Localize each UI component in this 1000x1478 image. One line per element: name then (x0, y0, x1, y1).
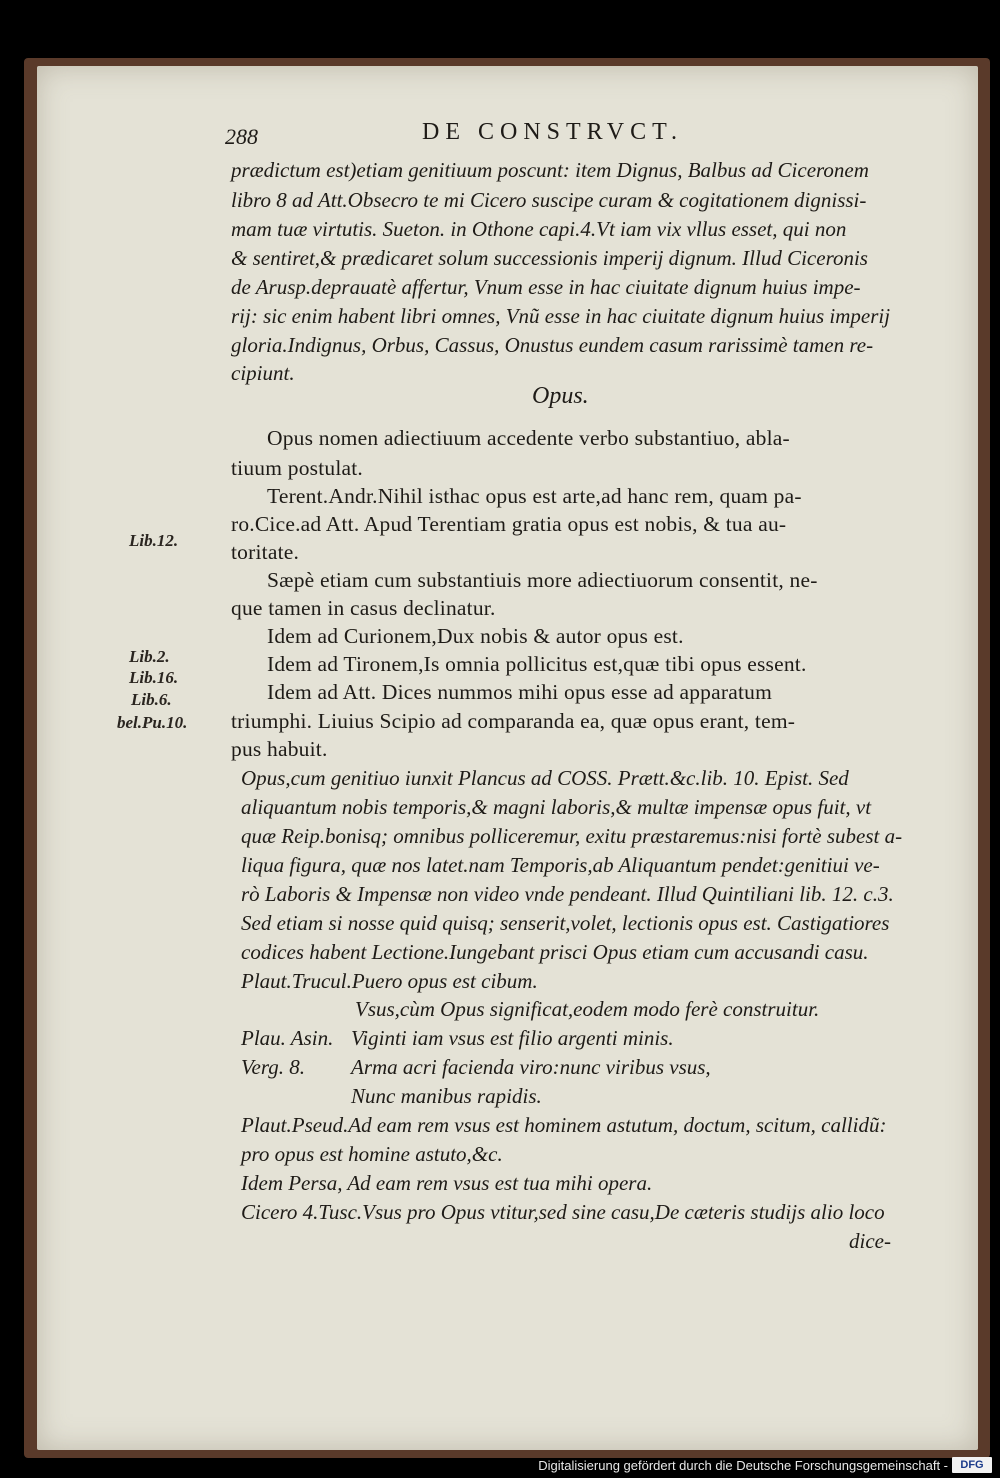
usus-source: Verg. 8. (241, 1055, 305, 1079)
text-line: rò Laboris & Impensæ non video vnde pendeant. Illud Quintiliani lib. 12. c.3. (241, 882, 894, 906)
text-line: prædictum est)etiam genitiuum poscunt: item Dignus, Balbus ad Ciceronem (231, 158, 869, 182)
text-line: Idem ad Curionem,Dux nobis & autor opus est. (267, 624, 684, 648)
text-line: Cicero 4.Tusc.Vsus pro Opus vtitur,sed sine casu,De cæteris studijs alio loco (241, 1200, 885, 1224)
text-line: triumphi. Liuius Scipio ad comparanda ea, quæ opus erant, tem- (231, 709, 796, 733)
margin-note: Lib.6. (131, 690, 172, 709)
text-line: pro opus est homine astuto,&c. (241, 1142, 503, 1166)
margin-note: Lib.2. (129, 647, 170, 666)
text-line: libro 8 ad Att.Obsecro te mi Cicero suscipe curam & cogitationem dignissi- (231, 188, 867, 212)
text-line: de Arusp.deprauatè affertur, Vnum esse in hac ciuitate dignum huius impe- (231, 275, 861, 299)
margin-note: Lib.12. (129, 531, 179, 550)
text-line: & sentiret,& prædicaret solum successionis imperij dignum. Illud Ciceronis (231, 246, 868, 270)
text-line: gloria.Indignus, Orbus, Cassus, Onustus eundem casum rarissimè tamen re- (231, 333, 874, 357)
text-line: toritate. (231, 540, 300, 564)
text-line: Opus,cum genitiuo iunxit Plancus ad COSS. Prætt.&c.lib. 10. Epist. Sed (241, 766, 849, 790)
funding-footer (0, 1452, 1000, 1478)
dfg-logo: DFG (952, 1457, 992, 1473)
catchword: dice- (849, 1229, 891, 1253)
usus-source: Plau. Asin. (241, 1026, 334, 1050)
page-number: 288 (225, 124, 258, 149)
text-line: mam tuæ virtutis. Sueton. in Othone capi.4.Vt iam vix vllus esset, qui non (231, 217, 847, 241)
text-line: codices habent Lectione.Iungebant prisci Opus etiam cum accusandi casu. (241, 940, 869, 964)
funding-notice: Digitalisierung gefördert durch die Deutsche Forschungsgemeinschaft - (538, 1458, 948, 1473)
margin-note: Lib.16. (129, 668, 179, 687)
text-line: rij: sic enim habent libri omnes, Vnũ esse in hac ciuitate dignum huius imperij (231, 304, 891, 328)
text-line: Sed etiam si nosse quid quisq; senserit,volet, lectionis opus est. Castigatiores (241, 911, 890, 935)
running-title: DE CONSTRVCT. (422, 119, 683, 145)
text-line: Idem Persa, Ad eam rem vsus est tua mihi opera. (241, 1171, 653, 1195)
usus-quote: Arma acri facienda viro:nunc viribus vsus, (351, 1055, 711, 1079)
text-line: que tamen in casus declinatur. (231, 596, 496, 620)
text-line: Plaut.Pseud.Ad eam rem vsus est hominem astutum, doctum, scitum, callidũ: (241, 1113, 887, 1137)
text-line: Sæpè etiam cum substantiuis more adiectiuorum consentit, ne- (267, 568, 818, 592)
usus-quote: Nunc manibus rapidis. (351, 1084, 542, 1108)
text-line: Idem ad Att. Dices nummos mihi opus esse ad apparatum (267, 680, 773, 704)
text-line: ro.Cice.ad Att. Apud Terentiam gratia opus est nobis, & tua au- (231, 512, 787, 536)
section-heading: Opus. (532, 383, 589, 409)
text-line: cipiunt. (231, 361, 295, 385)
text-line: quæ Reip.bonisq; omnibus polliceremur, exitu præstaremus:nisi fortè subest a- (241, 824, 903, 848)
text-line: tiuum postulat. (231, 456, 363, 480)
text-line: aliquantum nobis temporis,& magni laboris,& multæ impensæ opus fuit, vt (241, 795, 872, 819)
text-line: liqua figura, quæ nos latet.nam Temporis,ab Aliquantum pendet:genitiui ve- (241, 853, 880, 877)
usus-quote: Viginti iam vsus est filio argenti minis. (351, 1026, 674, 1050)
book-page (37, 66, 978, 1450)
text-line: Opus nomen adiectiuum accedente verbo substantiuo, abla- (267, 426, 790, 450)
margin-note: bel.Pu.10. (117, 713, 188, 732)
text-line: pus habuit. (231, 737, 328, 761)
usus-intro: Vsus,cùm Opus significat,eodem modo ferè construitur. (355, 997, 820, 1021)
text-line: Terent.Andr.Nihil isthac opus est arte,ad hanc rem, quam pa- (267, 484, 802, 508)
text-line: Idem ad Tironem,Is omnia pollicitus est,quæ tibi opus essent. (267, 652, 807, 676)
text-line: Plaut.Trucul.Puero opus est cibum. (241, 969, 538, 993)
